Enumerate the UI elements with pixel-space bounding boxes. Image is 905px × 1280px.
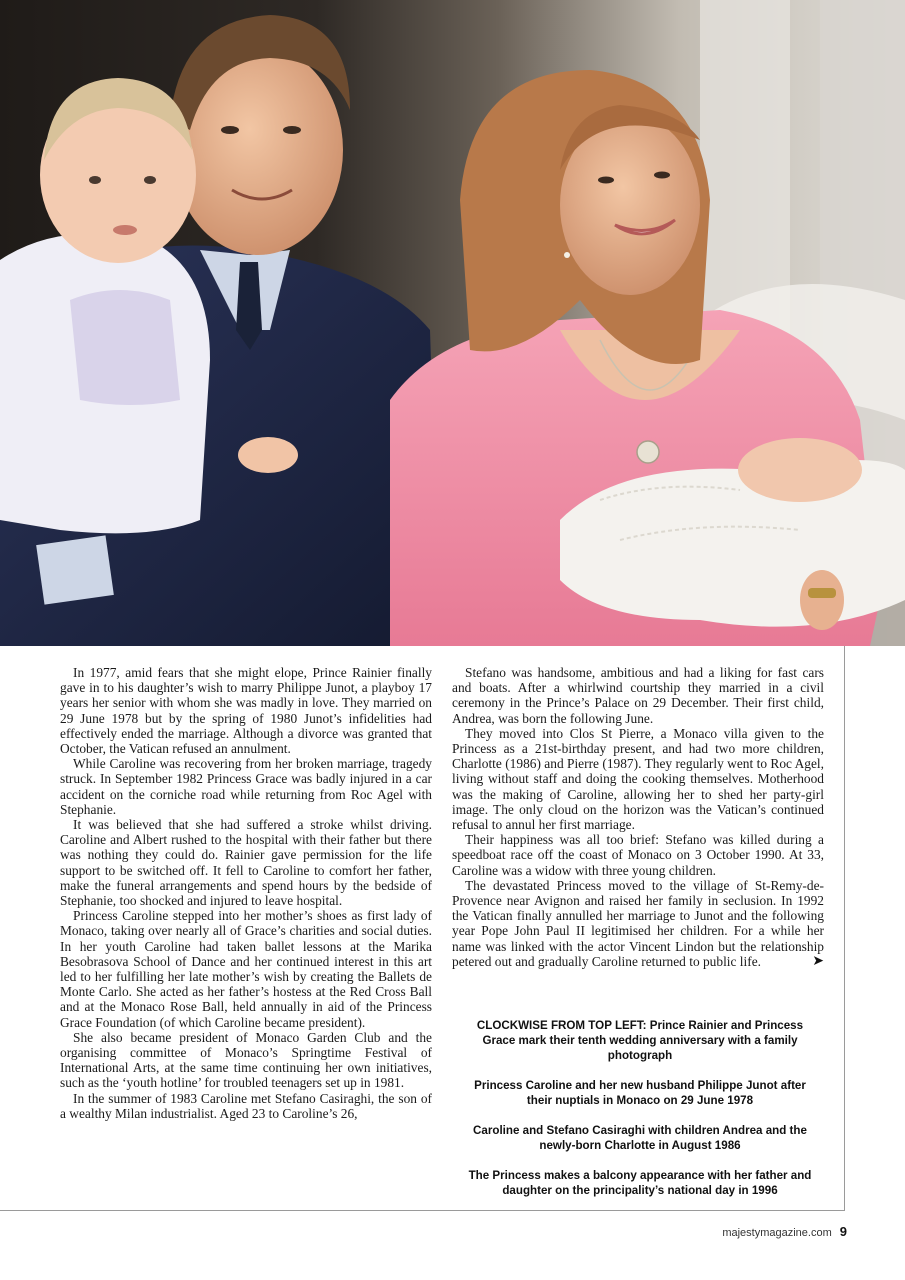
article-paragraph: It was believed that she had suffered a stroke whilst driving. Caroline and Albert rushed to the hospital with their father but there was nothing they could do. Rainier gave permission for the life support to be switched off. It fell to Caroline to comfort her father, make the funeral arrangements and spend hours by the bedside of Stephanie, too shocked and injured to leave hospital.: [60, 817, 432, 909]
page-footer: [722, 1224, 847, 1239]
vertical-divider: [844, 646, 845, 1211]
article-paragraph: Stefano was handsome, ambitious and had a liking for fast cars and boats. After a whirlwind courtship they married in a civil ceremony in the Prince’s Palace on 29 December. Their first child, Andrea, was born the following June.: [452, 665, 824, 726]
caption: Princess Caroline and her new husband Philippe Junot after their nuptials in Monaco on 29 June 1978: [474, 1079, 806, 1107]
website-url: majestymagazine.com: [722, 1227, 832, 1239]
article-paragraph: In the summer of 1983 Caroline met Stefano Casiraghi, the son of a wealthy Milan industrialist. Aged 23 to Caroline’s 26,: [60, 1090, 432, 1121]
caption: The Princess makes a balcony appearance with her father and daughter on the principality’s national day in 1996: [468, 1169, 812, 1197]
article-paragraph: They moved into Clos St Pierre, a Monaco villa given to the Princess as a 21st-birthday present, and had two more children, Charlotte (1986) and Pierre (1987). They regularly went to Roc Agel, living without staff and doing the cooking themselves. Motherhood was the making of Caroline, allowing her to shed her party-girl image. The only cloud on the horizon was the Vatican’s continued refusal to annul her first marriage.: [452, 725, 824, 833]
article-paragraph: Their happiness was all too brief: Stefano was killed during a speedboat race off the coast of Monaco on 3 October 1990. At 33, Caroline was a widow with three young children.: [452, 832, 824, 878]
article-paragraph: [452, 878, 824, 969]
caption: Caroline and Stefano Casiraghi with children Andrea and the newly-born Charlotte in August 1986: [473, 1124, 807, 1152]
article-paragraph: While Caroline was recovering from her broken marriage, tragedy struck. In September 1982 Princess Grace was badly injured in a car accident on the corniche road while returning from Roc Agel with Stephanie.: [60, 756, 432, 817]
page-number: 9: [839, 1224, 847, 1239]
continue-arrow-icon: ➤: [812, 952, 824, 969]
article-paragraph: In 1977, amid fears that she might elope, Prince Rainier finally gave in to his daughter’s wish to marry Philippe Junot, a playboy 17 years her senior with whom she was madly in love. They married on 29 June 1978 but by the spring of 1980 Junot’s infidelities had effectively ended the marriage. Although a divorce was granted that October, the Vatican refused an annulment.: [60, 665, 432, 757]
horizontal-divider: [0, 1210, 845, 1211]
article-paragraph: Princess Caroline stepped into her mother’s shoes as first lady of Monaco, taking over nearly all of Grace’s charities and social duties. In her youth Caroline had taken ballet lessons at the Marika Besobrasova School of Dance and her continued interest in this art led to her fulfilling her late mother’s wish by creating the Ballets de Monte Carlo. She acted as her father’s hostess at the Red Cross Ball and at the Monaco Rose Ball, held annually in aid of the Princess Grace Foundation (of which Caroline became president).: [60, 908, 432, 1030]
article-column-right: [452, 665, 824, 969]
article-paragraph: She also became president of Monaco Garden Club and the organising committee of Monaco’s Springtime Festival of International Arts, at the same time continuing her own initiatives, such as the ‘youth hotline’ for troubled teenagers set up in 1981.: [60, 1029, 432, 1091]
article-column-left: [60, 665, 432, 1121]
caption: CLOCKWISE FROM TOP LEFT: Prince Rainier and Princess Grace mark their tenth wedding anniversary with a family photograph: [476, 1019, 804, 1062]
article-paragraph-text: The devastated Princess moved to the village of St-Remy-de-Provence near Avignon and raised her family in seclusion. In 1992 the Vatican finally annulled her marriage to Junot and the following year Pope John Paul II legitimised her children. For a while her name was linked with the actor Vincent Lindon but the relationship petered out and gradually Caroline returned to public life.: [452, 877, 824, 969]
photo-captions: [462, 1018, 818, 1213]
